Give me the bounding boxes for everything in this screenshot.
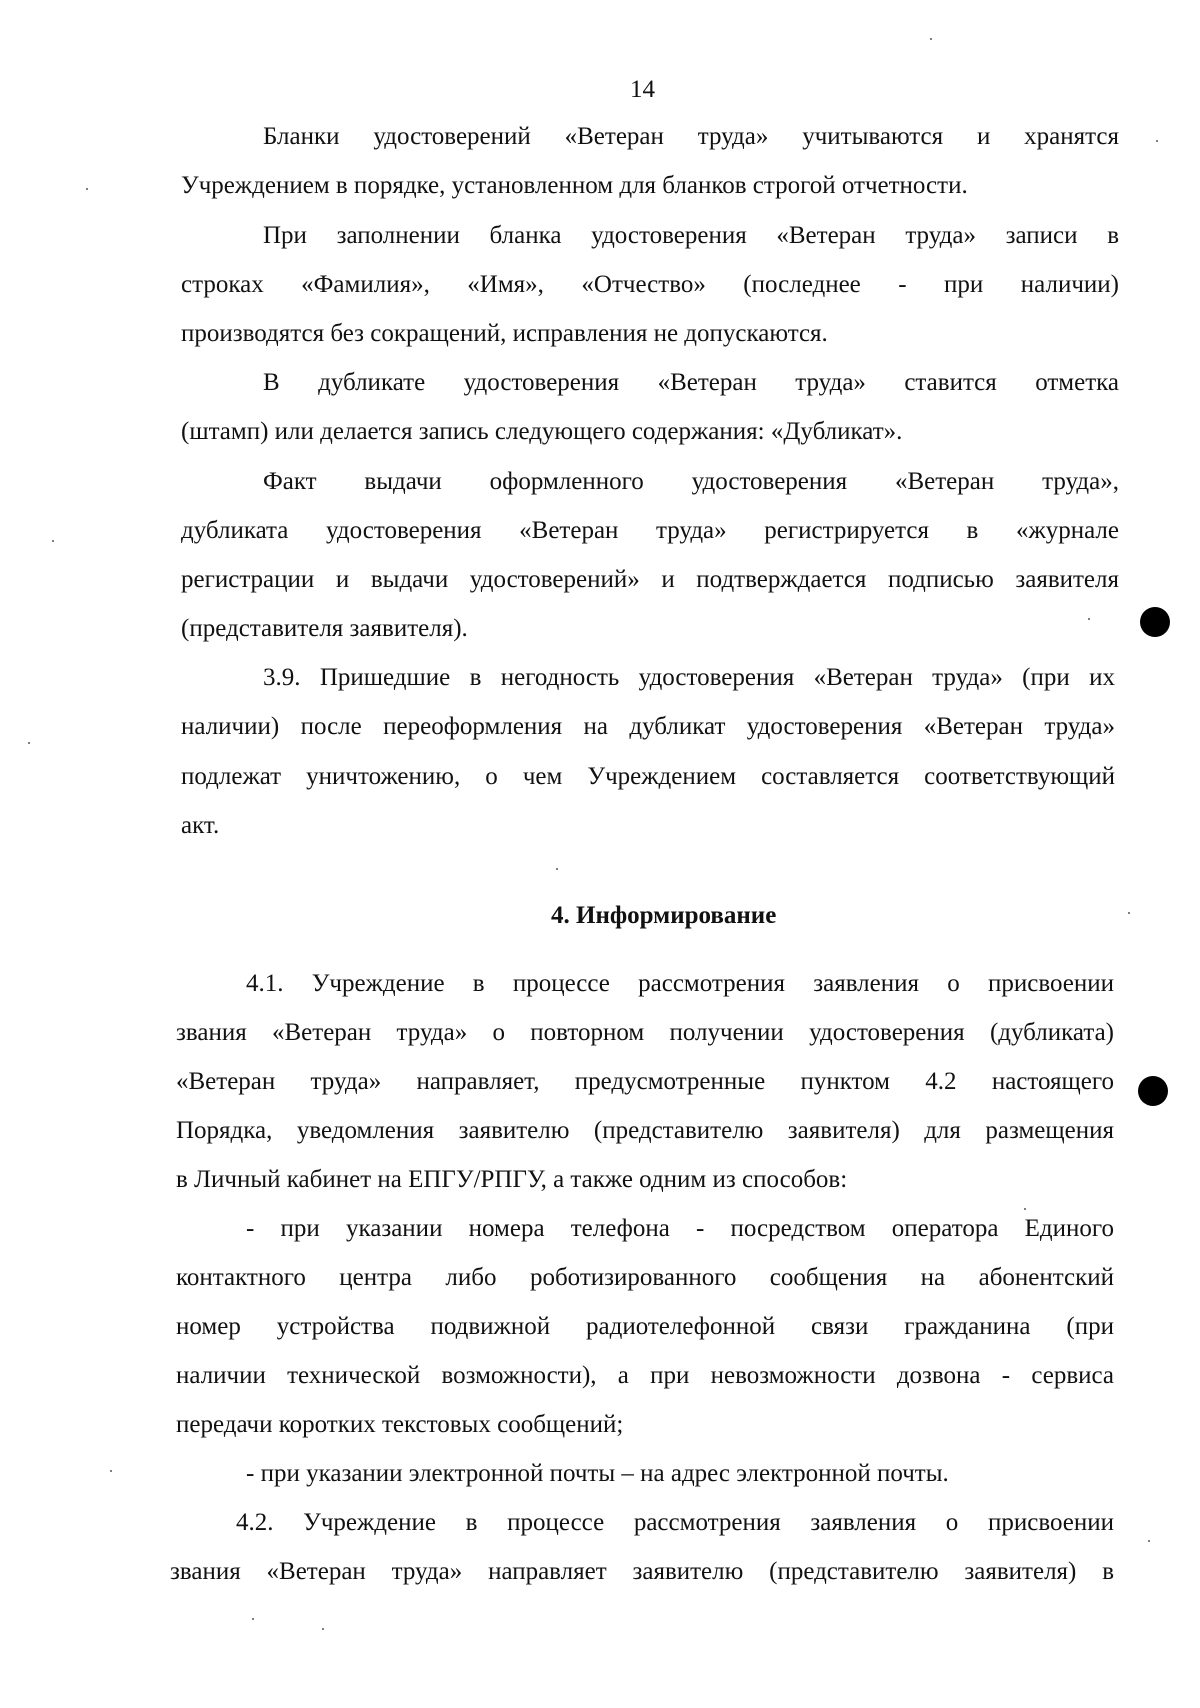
scan-speck xyxy=(1148,1540,1150,1542)
text-line: - при указании электронной почты – на адрес электронной почты. xyxy=(246,1460,949,1487)
scan-speck xyxy=(1128,912,1130,914)
text-line: Порядка, уведомления заявителю (представителю заявителя) для размещения xyxy=(176,1117,1114,1144)
text-line: звания «Ветеран труда» направляет заявителю (представителю заявителя) в xyxy=(170,1558,1114,1585)
text-line: (представителя заявителя). xyxy=(181,615,468,642)
text-line: контактного центра либо роботизированного сообщения на абонентский xyxy=(176,1264,1114,1291)
text-line: Бланки удостоверений «Ветеран труда» учитываются и хранятся xyxy=(263,123,1119,150)
text-line: 3.9. Пришедшие в негодность удостоверения «Ветеран труда» (при их xyxy=(263,664,1115,691)
punch-hole-mark xyxy=(1140,607,1170,637)
text-line: регистрации и выдачи удостоверений» и подтверждается подписью заявителя xyxy=(181,566,1119,593)
text-line: строках «Фамилия», «Имя», «Отчество» (последнее - при наличии) xyxy=(181,271,1119,298)
text-line: наличии) после переоформления на дубликат удостоверения «Ветеран труда» xyxy=(181,713,1115,740)
text-line: 4.2. Учреждение в процессе рассмотрения заявления о присвоении xyxy=(236,1509,1114,1536)
text-line: производятся без сокращений, исправления не допускаются. xyxy=(181,320,828,347)
text-line: «Ветеран труда» направляет, предусмотренные пунктом 4.2 настоящего xyxy=(176,1068,1114,1095)
scan-speck xyxy=(1024,1208,1026,1210)
scan-speck xyxy=(28,742,30,744)
page-number: 14 xyxy=(630,76,655,103)
text-line: подлежат уничтожению, о чем Учреждением составляется соответствующий xyxy=(181,763,1115,790)
scan-speck xyxy=(110,1470,112,1472)
text-line: 4.1. Учреждение в процессе рассмотрения заявления о присвоении xyxy=(246,970,1114,997)
text-line: в Личный кабинет на ЕПГУ/РПГУ, а также одним из способов: xyxy=(176,1166,848,1193)
scan-speck xyxy=(322,1628,324,1630)
scan-speck xyxy=(1156,140,1158,142)
text-line: - при указании номера телефона - посредством оператора Единого xyxy=(246,1215,1114,1242)
text-line: звания «Ветеран труда» о повторном получении удостоверения (дубликата) xyxy=(176,1019,1114,1046)
scan-speck xyxy=(86,188,88,190)
punch-hole-mark xyxy=(1138,1076,1168,1106)
section-heading: 4. Информирование xyxy=(551,902,777,929)
text-line: номер устройства подвижной радиотелефонной связи гражданина (при xyxy=(176,1313,1114,1340)
text-line: При заполнении бланка удостоверения «Ветеран труда» записи в xyxy=(263,222,1119,249)
text-line: Факт выдачи оформленного удостоверения «Ветеран труда», xyxy=(263,468,1119,495)
text-line: дубликата удостоверения «Ветеран труда» регистрируется в «журнале xyxy=(181,517,1119,544)
scan-speck xyxy=(52,540,54,542)
text-line: (штамп) или делается запись следующего содержания: «Дубликат». xyxy=(181,418,903,445)
scan-speck xyxy=(556,868,558,870)
scan-speck xyxy=(930,38,932,40)
scan-speck xyxy=(252,1618,254,1620)
scan-speck xyxy=(1088,618,1090,620)
text-line: Учреждением в порядке, установленном для бланков строгой отчетности. xyxy=(181,172,968,199)
text-line: наличии технической возможности), а при невозможности дозвона - сервиса xyxy=(176,1362,1114,1389)
text-line: передачи коротких текстовых сообщений; xyxy=(176,1411,624,1438)
text-line: В дубликате удостоверения «Ветеран труда» ставится отметка xyxy=(263,369,1119,396)
text-line: акт. xyxy=(181,812,220,839)
